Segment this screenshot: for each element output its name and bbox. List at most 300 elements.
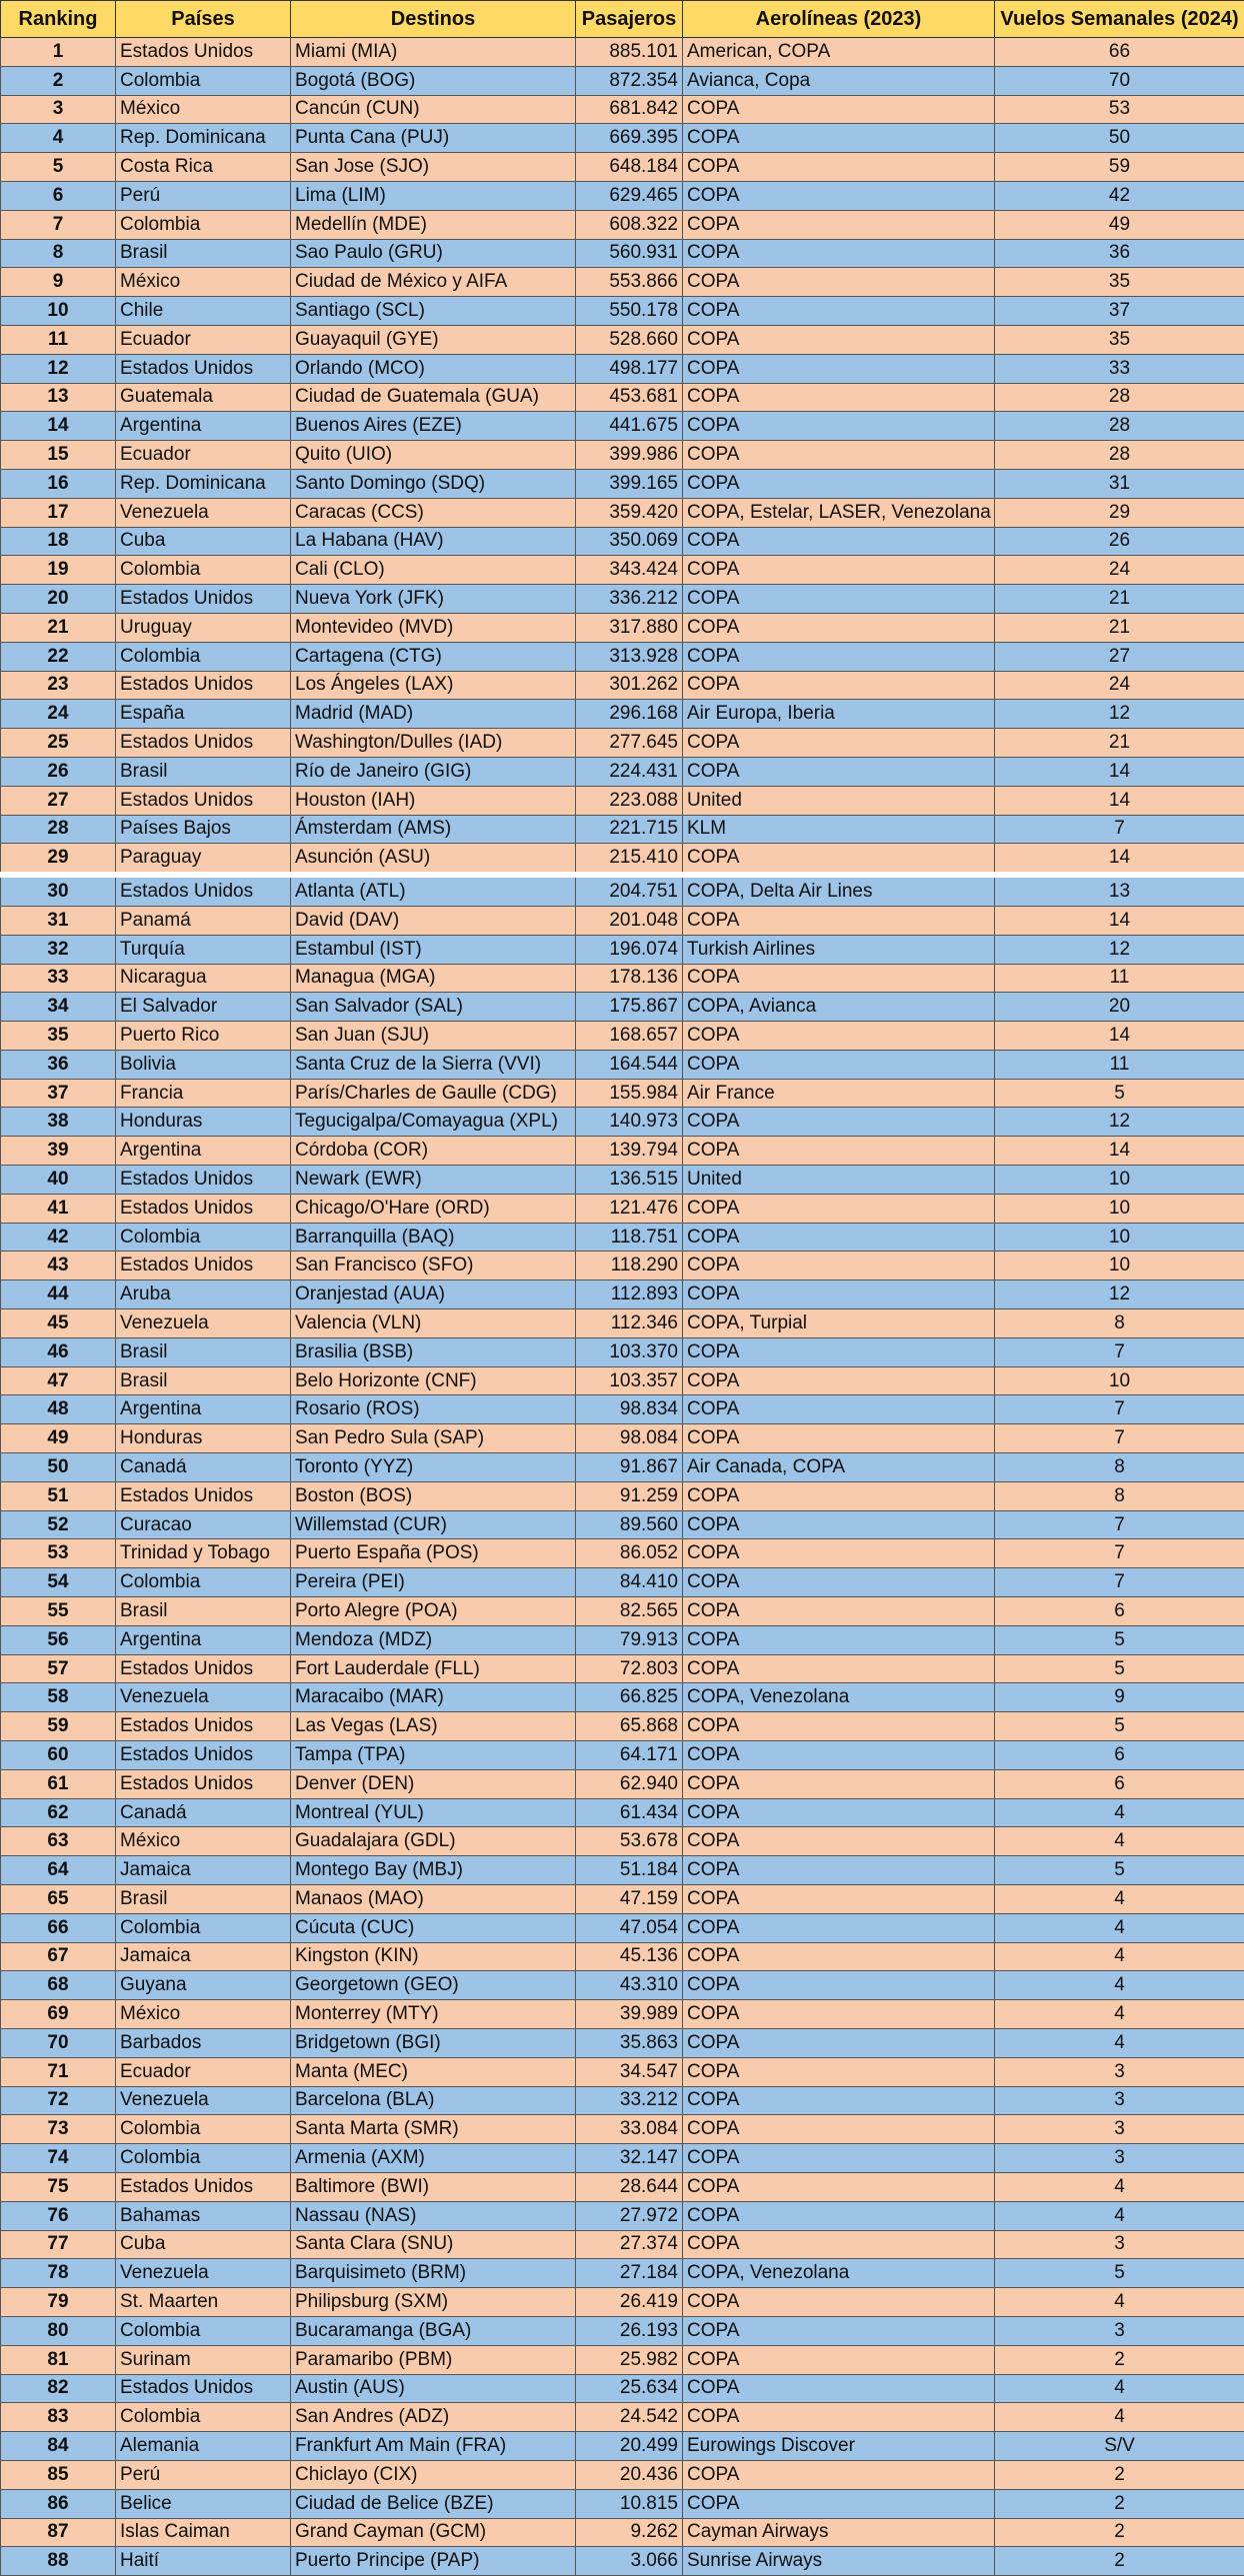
passengers-cell[interactable]: 223.088	[576, 786, 683, 815]
airlines-cell[interactable]: COPA	[683, 1281, 995, 1309]
destination-cell[interactable]: Bridgetown (BGI)	[291, 2028, 576, 2057]
airlines-cell[interactable]: COPA	[683, 354, 995, 383]
airlines-cell[interactable]: COPA	[683, 1798, 995, 1827]
passengers-cell[interactable]: 62.940	[576, 1769, 683, 1798]
destination-cell[interactable]: Denver (DEN)	[291, 1769, 576, 1798]
country-cell[interactable]: Rep. Dominicana	[116, 469, 291, 498]
header-aerolineas[interactable]: Aerolíneas (2023)	[683, 1, 995, 38]
weekly-flights-cell[interactable]: 5	[995, 2259, 1244, 2288]
country-cell[interactable]: Estados Unidos	[116, 1252, 291, 1281]
country-cell[interactable]: Jamaica	[116, 1856, 291, 1885]
country-cell[interactable]: Cuba	[116, 2230, 291, 2259]
rank-cell[interactable]: 9	[1, 268, 116, 297]
country-cell[interactable]: Surinam	[116, 2345, 291, 2374]
passengers-cell[interactable]: 155.984	[576, 1079, 683, 1108]
rank-cell[interactable]: 88	[1, 2547, 116, 2576]
airlines-cell[interactable]: COPA	[683, 2489, 995, 2518]
country-cell[interactable]: Venezuela	[116, 2259, 291, 2288]
passengers-cell[interactable]: 91.259	[576, 1481, 683, 1510]
destination-cell[interactable]: Manaos (MAO)	[291, 1885, 576, 1914]
destination-cell[interactable]: San Salvador (SAL)	[291, 993, 576, 1022]
airlines-cell[interactable]: COPA	[683, 1022, 995, 1051]
country-cell[interactable]: Estados Unidos	[116, 1741, 291, 1770]
destination-cell[interactable]: Ámsterdam (AMS)	[291, 815, 576, 844]
airlines-cell[interactable]: COPA	[683, 556, 995, 585]
airlines-cell[interactable]: COPA	[683, 2201, 995, 2230]
country-cell[interactable]: Guyana	[116, 1971, 291, 2000]
rank-cell[interactable]: 53	[1, 1539, 116, 1568]
weekly-flights-cell[interactable]: S/V	[995, 2432, 1244, 2461]
destination-cell[interactable]: Ciudad de México y AIFA	[291, 268, 576, 297]
country-cell[interactable]: Argentina	[116, 1137, 291, 1166]
airlines-cell[interactable]: COPA	[683, 729, 995, 758]
country-cell[interactable]: Canadá	[116, 1453, 291, 1482]
weekly-flights-cell[interactable]: 4	[995, 2374, 1244, 2403]
country-cell[interactable]: Estados Unidos	[116, 2374, 291, 2403]
country-cell[interactable]: Estados Unidos	[116, 354, 291, 383]
weekly-flights-cell[interactable]: 33	[995, 354, 1244, 383]
weekly-flights-cell[interactable]: 5	[995, 1625, 1244, 1654]
weekly-flights-cell[interactable]: 4	[995, 2028, 1244, 2057]
passengers-cell[interactable]: 399.165	[576, 469, 683, 498]
airlines-cell[interactable]: COPA	[683, 469, 995, 498]
airlines-cell[interactable]: COPA	[683, 527, 995, 556]
weekly-flights-cell[interactable]: 10	[995, 1166, 1244, 1195]
destination-cell[interactable]: San Jose (SJO)	[291, 153, 576, 182]
passengers-cell[interactable]: 336.212	[576, 585, 683, 614]
country-cell[interactable]: Puerto Rico	[116, 1022, 291, 1051]
airlines-cell[interactable]: COPA	[683, 1424, 995, 1453]
destination-cell[interactable]: Cancún (CUN)	[291, 95, 576, 124]
destination-cell[interactable]: Montego Bay (MBJ)	[291, 1856, 576, 1885]
destination-cell[interactable]: Cali (CLO)	[291, 556, 576, 585]
airlines-cell[interactable]: COPA, Venezolana	[683, 2259, 995, 2288]
passengers-cell[interactable]: 20.499	[576, 2432, 683, 2461]
weekly-flights-cell[interactable]: 8	[995, 1453, 1244, 1482]
destination-cell[interactable]: Nueva York (JFK)	[291, 585, 576, 614]
airlines-cell[interactable]: COPA	[683, 268, 995, 297]
weekly-flights-cell[interactable]: 20	[995, 993, 1244, 1022]
airlines-cell[interactable]: COPA	[683, 2460, 995, 2489]
rank-cell[interactable]: 8	[1, 239, 116, 268]
weekly-flights-cell[interactable]: 31	[995, 469, 1244, 498]
passengers-cell[interactable]: 560.931	[576, 239, 683, 268]
weekly-flights-cell[interactable]: 59	[995, 153, 1244, 182]
country-cell[interactable]: Colombia	[116, 642, 291, 671]
passengers-cell[interactable]: 66.825	[576, 1683, 683, 1712]
airlines-cell[interactable]: COPA	[683, 1942, 995, 1971]
airlines-cell[interactable]: COPA	[683, 2057, 995, 2086]
passengers-cell[interactable]: 91.867	[576, 1453, 683, 1482]
passengers-cell[interactable]: 553.866	[576, 268, 683, 297]
weekly-flights-cell[interactable]: 24	[995, 671, 1244, 700]
rank-cell[interactable]: 37	[1, 1079, 116, 1108]
destination-cell[interactable]: Baltimore (BWI)	[291, 2172, 576, 2201]
passengers-cell[interactable]: 648.184	[576, 153, 683, 182]
destination-cell[interactable]: Porto Alegre (POA)	[291, 1597, 576, 1626]
destination-cell[interactable]: Barranquilla (BAQ)	[291, 1223, 576, 1252]
rank-cell[interactable]: 28	[1, 815, 116, 844]
airlines-cell[interactable]: COPA	[683, 613, 995, 642]
weekly-flights-cell[interactable]: 10	[995, 1252, 1244, 1281]
rank-cell[interactable]: 84	[1, 2432, 116, 2461]
country-cell[interactable]: Trinidad y Tobago	[116, 1539, 291, 1568]
rank-cell[interactable]: 69	[1, 2000, 116, 2029]
destination-cell[interactable]: Las Vegas (LAS)	[291, 1712, 576, 1741]
rank-cell[interactable]: 67	[1, 1942, 116, 1971]
airlines-cell[interactable]: COPA	[683, 1510, 995, 1539]
weekly-flights-cell[interactable]: 3	[995, 2144, 1244, 2173]
passengers-cell[interactable]: 118.751	[576, 1223, 683, 1252]
weekly-flights-cell[interactable]: 28	[995, 412, 1244, 441]
passengers-cell[interactable]: 224.431	[576, 757, 683, 786]
airlines-cell[interactable]: COPA	[683, 124, 995, 153]
passengers-cell[interactable]: 317.880	[576, 613, 683, 642]
destination-cell[interactable]: Barcelona (BLA)	[291, 2086, 576, 2115]
rank-cell[interactable]: 24	[1, 700, 116, 729]
country-cell[interactable]: Colombia	[116, 210, 291, 239]
passengers-cell[interactable]: 359.420	[576, 498, 683, 527]
airlines-cell[interactable]: COPA	[683, 1223, 995, 1252]
passengers-cell[interactable]: 498.177	[576, 354, 683, 383]
passengers-cell[interactable]: 669.395	[576, 124, 683, 153]
rank-cell[interactable]: 86	[1, 2489, 116, 2518]
destination-cell[interactable]: Santo Domingo (SDQ)	[291, 469, 576, 498]
country-cell[interactable]: Belice	[116, 2489, 291, 2518]
airlines-cell[interactable]: COPA	[683, 2288, 995, 2317]
airlines-cell[interactable]: COPA	[683, 2000, 995, 2029]
passengers-cell[interactable]: 10.815	[576, 2489, 683, 2518]
country-cell[interactable]: Aruba	[116, 1281, 291, 1309]
rank-cell[interactable]: 32	[1, 935, 116, 964]
airlines-cell[interactable]: COPA, Avianca	[683, 993, 995, 1022]
weekly-flights-cell[interactable]: 7	[995, 1424, 1244, 1453]
airlines-cell[interactable]: COPA	[683, 441, 995, 470]
weekly-flights-cell[interactable]: 21	[995, 585, 1244, 614]
country-cell[interactable]: Guatemala	[116, 383, 291, 412]
weekly-flights-cell[interactable]: 4	[995, 1827, 1244, 1856]
country-cell[interactable]: Estados Unidos	[116, 1769, 291, 1798]
rank-cell[interactable]: 70	[1, 2028, 116, 2057]
destination-cell[interactable]: Ciudad de Guatemala (GUA)	[291, 383, 576, 412]
country-cell[interactable]: España	[116, 700, 291, 729]
passengers-cell[interactable]: 453.681	[576, 383, 683, 412]
rank-cell[interactable]: 26	[1, 757, 116, 786]
passengers-cell[interactable]: 168.657	[576, 1022, 683, 1051]
country-cell[interactable]: Estados Unidos	[116, 1481, 291, 1510]
passengers-cell[interactable]: 27.972	[576, 2201, 683, 2230]
passengers-cell[interactable]: 3.066	[576, 2547, 683, 2576]
country-cell[interactable]: Jamaica	[116, 1942, 291, 1971]
country-cell[interactable]: Estados Unidos	[116, 1194, 291, 1223]
country-cell[interactable]: Perú	[116, 2460, 291, 2489]
passengers-cell[interactable]: 221.715	[576, 815, 683, 844]
country-cell[interactable]: El Salvador	[116, 993, 291, 1022]
country-cell[interactable]: Nicaragua	[116, 964, 291, 993]
rank-cell[interactable]: 72	[1, 2086, 116, 2115]
country-cell[interactable]: Brasil	[116, 1366, 291, 1395]
country-cell[interactable]: Francia	[116, 1079, 291, 1108]
destination-cell[interactable]: Belo Horizonte (CNF)	[291, 1366, 576, 1395]
passengers-cell[interactable]: 28.644	[576, 2172, 683, 2201]
passengers-cell[interactable]: 277.645	[576, 729, 683, 758]
destination-cell[interactable]: Punta Cana (PUJ)	[291, 124, 576, 153]
passengers-cell[interactable]: 27.184	[576, 2259, 683, 2288]
rank-cell[interactable]: 15	[1, 441, 116, 470]
passengers-cell[interactable]: 25.982	[576, 2345, 683, 2374]
airlines-cell[interactable]: United	[683, 1166, 995, 1195]
destination-cell[interactable]: Chicago/O'Hare (ORD)	[291, 1194, 576, 1223]
passengers-cell[interactable]: 32.147	[576, 2144, 683, 2173]
destination-cell[interactable]: Medellín (MDE)	[291, 210, 576, 239]
rank-cell[interactable]: 50	[1, 1453, 116, 1482]
weekly-flights-cell[interactable]: 7	[995, 1337, 1244, 1366]
country-cell[interactable]: Estados Unidos	[116, 786, 291, 815]
destination-cell[interactable]: San Juan (SJU)	[291, 1022, 576, 1051]
rank-cell[interactable]: 62	[1, 1798, 116, 1827]
country-cell[interactable]: Brasil	[116, 1337, 291, 1366]
rank-cell[interactable]: 87	[1, 2518, 116, 2547]
passengers-cell[interactable]: 313.928	[576, 642, 683, 671]
passengers-cell[interactable]: 47.054	[576, 1913, 683, 1942]
destination-cell[interactable]: Buenos Aires (EZE)	[291, 412, 576, 441]
destination-cell[interactable]: Barquisimeto (BRM)	[291, 2259, 576, 2288]
destination-cell[interactable]: Oranjestad (AUA)	[291, 1281, 576, 1309]
passengers-cell[interactable]: 118.290	[576, 1252, 683, 1281]
weekly-flights-cell[interactable]: 3	[995, 2316, 1244, 2345]
airlines-cell[interactable]: COPA	[683, 1252, 995, 1281]
country-cell[interactable]: Argentina	[116, 412, 291, 441]
destination-cell[interactable]: Caracas (CCS)	[291, 498, 576, 527]
rank-cell[interactable]: 80	[1, 2316, 116, 2345]
rank-cell[interactable]: 13	[1, 383, 116, 412]
airlines-cell[interactable]: United	[683, 786, 995, 815]
passengers-cell[interactable]: 65.868	[576, 1712, 683, 1741]
weekly-flights-cell[interactable]: 28	[995, 441, 1244, 470]
country-cell[interactable]: Turquía	[116, 935, 291, 964]
destination-cell[interactable]: San Pedro Sula (SAP)	[291, 1424, 576, 1453]
destination-cell[interactable]: Tampa (TPA)	[291, 1741, 576, 1770]
passengers-cell[interactable]: 296.168	[576, 700, 683, 729]
weekly-flights-cell[interactable]: 3	[995, 2230, 1244, 2259]
airlines-cell[interactable]: COPA	[683, 2403, 995, 2432]
destination-cell[interactable]: Georgetown (GEO)	[291, 1971, 576, 2000]
destination-cell[interactable]: Bucaramanga (BGA)	[291, 2316, 576, 2345]
passengers-cell[interactable]: 26.419	[576, 2288, 683, 2317]
airlines-cell[interactable]: COPA	[683, 1568, 995, 1597]
passengers-cell[interactable]: 872.354	[576, 66, 683, 95]
country-cell[interactable]: Chile	[116, 297, 291, 326]
airlines-cell[interactable]: COPA	[683, 1597, 995, 1626]
country-cell[interactable]: Colombia	[116, 1223, 291, 1252]
rank-cell[interactable]: 45	[1, 1309, 116, 1338]
rank-cell[interactable]: 10	[1, 297, 116, 326]
airlines-cell[interactable]: COPA	[683, 412, 995, 441]
country-cell[interactable]: Colombia	[116, 1568, 291, 1597]
passengers-cell[interactable]: 112.346	[576, 1309, 683, 1338]
airlines-cell[interactable]: COPA	[683, 1654, 995, 1683]
passengers-cell[interactable]: 89.560	[576, 1510, 683, 1539]
destination-cell[interactable]: Houston (IAH)	[291, 786, 576, 815]
airlines-cell[interactable]: COPA	[683, 1885, 995, 1914]
airlines-cell[interactable]: COPA	[683, 1741, 995, 1770]
passengers-cell[interactable]: 136.515	[576, 1166, 683, 1195]
weekly-flights-cell[interactable]: 14	[995, 1022, 1244, 1051]
weekly-flights-cell[interactable]: 4	[995, 1942, 1244, 1971]
passengers-cell[interactable]: 9.262	[576, 2518, 683, 2547]
passengers-cell[interactable]: 196.074	[576, 935, 683, 964]
country-cell[interactable]: Perú	[116, 181, 291, 210]
header-destinos[interactable]: Destinos	[291, 1, 576, 38]
passengers-cell[interactable]: 528.660	[576, 325, 683, 354]
destination-cell[interactable]: Rosario (ROS)	[291, 1395, 576, 1424]
country-cell[interactable]: Argentina	[116, 1395, 291, 1424]
airlines-cell[interactable]: COPA	[683, 2374, 995, 2403]
country-cell[interactable]: Colombia	[116, 2316, 291, 2345]
destination-cell[interactable]: Nassau (NAS)	[291, 2201, 576, 2230]
destination-cell[interactable]: Brasilia (BSB)	[291, 1337, 576, 1366]
rank-cell[interactable]: 42	[1, 1223, 116, 1252]
rank-cell[interactable]: 34	[1, 993, 116, 1022]
destination-cell[interactable]: Monterrey (MTY)	[291, 2000, 576, 2029]
weekly-flights-cell[interactable]: 28	[995, 383, 1244, 412]
destination-cell[interactable]: Cartagena (CTG)	[291, 642, 576, 671]
weekly-flights-cell[interactable]: 14	[995, 786, 1244, 815]
country-cell[interactable]: Venezuela	[116, 2086, 291, 2115]
airlines-cell[interactable]: COPA	[683, 325, 995, 354]
weekly-flights-cell[interactable]: 37	[995, 297, 1244, 326]
weekly-flights-cell[interactable]: 8	[995, 1481, 1244, 1510]
destination-cell[interactable]: Tegucigalpa/Comayagua (XPL)	[291, 1108, 576, 1137]
weekly-flights-cell[interactable]: 14	[995, 844, 1244, 875]
rank-cell[interactable]: 30	[1, 875, 116, 906]
airlines-cell[interactable]: COPA	[683, 1625, 995, 1654]
airlines-cell[interactable]: COPA, Turpial	[683, 1309, 995, 1338]
rank-cell[interactable]: 63	[1, 1827, 116, 1856]
airlines-cell[interactable]: COPA	[683, 671, 995, 700]
rank-cell[interactable]: 12	[1, 354, 116, 383]
passengers-cell[interactable]: 301.262	[576, 671, 683, 700]
rank-cell[interactable]: 31	[1, 906, 116, 935]
country-cell[interactable]: Rep. Dominicana	[116, 124, 291, 153]
airlines-cell[interactable]: COPA, Estelar, LASER, Venezolana	[683, 498, 995, 527]
destination-cell[interactable]: Sao Paulo (GRU)	[291, 239, 576, 268]
country-cell[interactable]: Países Bajos	[116, 815, 291, 844]
weekly-flights-cell[interactable]: 10	[995, 1366, 1244, 1395]
country-cell[interactable]: Venezuela	[116, 498, 291, 527]
weekly-flights-cell[interactable]: 12	[995, 1108, 1244, 1137]
passengers-cell[interactable]: 98.084	[576, 1424, 683, 1453]
destination-cell[interactable]: Frankfurt Am Main (FRA)	[291, 2432, 576, 2461]
rank-cell[interactable]: 38	[1, 1108, 116, 1137]
destination-cell[interactable]: Armenia (AXM)	[291, 2144, 576, 2173]
rank-cell[interactable]: 36	[1, 1050, 116, 1079]
weekly-flights-cell[interactable]: 11	[995, 1050, 1244, 1079]
passengers-cell[interactable]: 35.863	[576, 2028, 683, 2057]
country-cell[interactable]: Paraguay	[116, 844, 291, 875]
weekly-flights-cell[interactable]: 7	[995, 1568, 1244, 1597]
country-cell[interactable]: México	[116, 1827, 291, 1856]
rank-cell[interactable]: 65	[1, 1885, 116, 1914]
country-cell[interactable]: Brasil	[116, 1597, 291, 1626]
passengers-cell[interactable]: 103.357	[576, 1366, 683, 1395]
airlines-cell[interactable]: COPA	[683, 2172, 995, 2201]
passengers-cell[interactable]: 26.193	[576, 2316, 683, 2345]
passengers-cell[interactable]: 399.986	[576, 441, 683, 470]
rank-cell[interactable]: 71	[1, 2057, 116, 2086]
weekly-flights-cell[interactable]: 5	[995, 1856, 1244, 1885]
rank-cell[interactable]: 83	[1, 2403, 116, 2432]
airlines-cell[interactable]: KLM	[683, 815, 995, 844]
rank-cell[interactable]: 46	[1, 1337, 116, 1366]
destination-cell[interactable]: Kingston (KIN)	[291, 1942, 576, 1971]
header-vuelos[interactable]: Vuelos Semanales (2024)	[995, 1, 1244, 38]
country-cell[interactable]: Haití	[116, 2547, 291, 2576]
passengers-cell[interactable]: 33.212	[576, 2086, 683, 2115]
rank-cell[interactable]: 61	[1, 1769, 116, 1798]
country-cell[interactable]: Canadá	[116, 1798, 291, 1827]
header-pasajeros[interactable]: Pasajeros	[576, 1, 683, 38]
rank-cell[interactable]: 56	[1, 1625, 116, 1654]
country-cell[interactable]: Bahamas	[116, 2201, 291, 2230]
destination-cell[interactable]: Atlanta (ATL)	[291, 875, 576, 906]
airlines-cell[interactable]: COPA	[683, 2028, 995, 2057]
airlines-cell[interactable]: COPA	[683, 1539, 995, 1568]
destination-cell[interactable]: Manta (MEC)	[291, 2057, 576, 2086]
destination-cell[interactable]: Philipsburg (SXM)	[291, 2288, 576, 2317]
country-cell[interactable]: Barbados	[116, 2028, 291, 2057]
passengers-cell[interactable]: 51.184	[576, 1856, 683, 1885]
destination-cell[interactable]: Valencia (VLN)	[291, 1309, 576, 1338]
weekly-flights-cell[interactable]: 4	[995, 2288, 1244, 2317]
rank-cell[interactable]: 3	[1, 95, 116, 124]
country-cell[interactable]: Brasil	[116, 239, 291, 268]
weekly-flights-cell[interactable]: 5	[995, 1654, 1244, 1683]
airlines-cell[interactable]: COPA	[683, 297, 995, 326]
destination-cell[interactable]: Guayaquil (GYE)	[291, 325, 576, 354]
destination-cell[interactable]: Estambul (IST)	[291, 935, 576, 964]
header-paises[interactable]: Países	[116, 1, 291, 38]
airlines-cell[interactable]: COPA	[683, 95, 995, 124]
country-cell[interactable]: Estados Unidos	[116, 585, 291, 614]
airlines-cell[interactable]: COPA	[683, 2316, 995, 2345]
destination-cell[interactable]: Lima (LIM)	[291, 181, 576, 210]
airlines-cell[interactable]: COPA	[683, 1712, 995, 1741]
weekly-flights-cell[interactable]: 3	[995, 2115, 1244, 2144]
airlines-cell[interactable]: COPA	[683, 1481, 995, 1510]
weekly-flights-cell[interactable]: 29	[995, 498, 1244, 527]
passengers-cell[interactable]: 350.069	[576, 527, 683, 556]
weekly-flights-cell[interactable]: 49	[995, 210, 1244, 239]
rank-cell[interactable]: 78	[1, 2259, 116, 2288]
passengers-cell[interactable]: 86.052	[576, 1539, 683, 1568]
airlines-cell[interactable]: COPA	[683, 2345, 995, 2374]
passengers-cell[interactable]: 215.410	[576, 844, 683, 875]
destination-cell[interactable]: Mendoza (MDZ)	[291, 1625, 576, 1654]
rank-cell[interactable]: 57	[1, 1654, 116, 1683]
weekly-flights-cell[interactable]: 4	[995, 1798, 1244, 1827]
destination-cell[interactable]: Ciudad de Belice (BZE)	[291, 2489, 576, 2518]
airlines-cell[interactable]: COPA	[683, 906, 995, 935]
airlines-cell[interactable]: COPA	[683, 757, 995, 786]
destination-cell[interactable]: Santa Marta (SMR)	[291, 2115, 576, 2144]
airlines-cell[interactable]: COPA	[683, 153, 995, 182]
rank-cell[interactable]: 19	[1, 556, 116, 585]
airlines-cell[interactable]: COPA	[683, 2115, 995, 2144]
destination-cell[interactable]: Santiago (SCL)	[291, 297, 576, 326]
country-cell[interactable]: St. Maarten	[116, 2288, 291, 2317]
weekly-flights-cell[interactable]: 14	[995, 906, 1244, 935]
